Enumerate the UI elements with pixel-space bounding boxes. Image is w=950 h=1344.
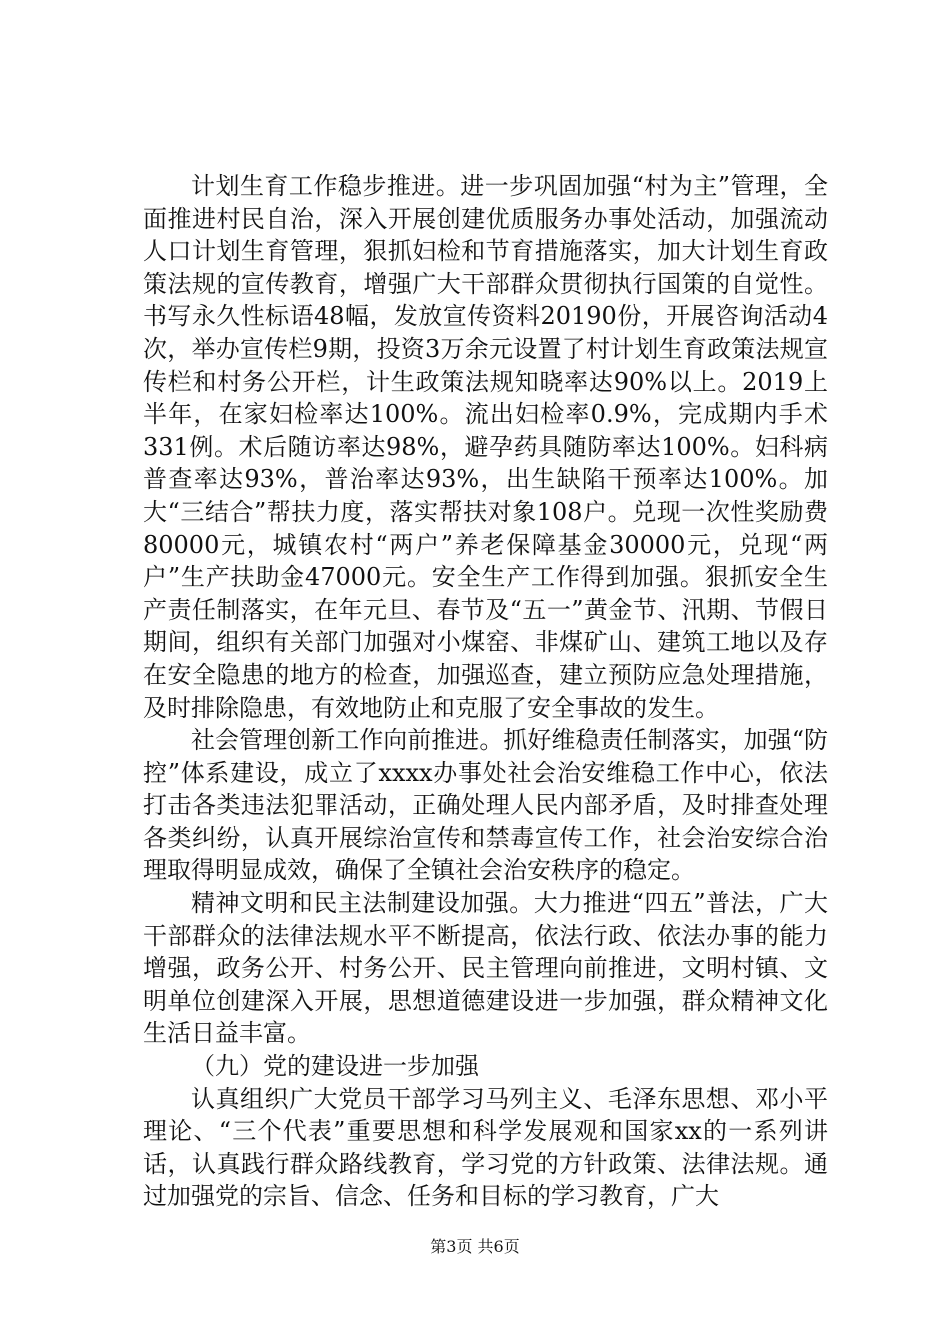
paragraph-civilization-legal: 精神文明和民主法制建设加强。大力推进“四五”普法，广大干部群众的法律法规水平不断提高，依法行政、依法办事的能力增强，政务公开、村务公开、民主管理向前推进，文明村镇、文明单位创建深入开展，思想道德建设进一步加强，群众精神文化生活日益丰富。 — [143, 889, 828, 1048]
paragraph-family-planning: 计划生育工作稳步推进。进一步巩固加强“村为主”管理，全面推进村民自治，深入开展创建优质服务办事处活动，加强流动人口计划生育管理，狠抓妇检和节育措施落实，加大计划生育政策法规的宣传教育，增强广大干部群众贯彻执行国策的自觉性。书写永久性标语48幅，发放宣传资料20190份，开展咨询活动4次，举办宣传栏9期，投资3万余元设置了村计划生育政策法规宣传栏和村务公开栏，计生政策法规知晓率达90%以上。2019上半年，在家妇检率达100%。流出妇检率0.9%，完成期内手术331例。术后随访率达98%，避孕药具随防率达100%。妇科病普查率达93%，普治率达93%，出生缺陷干预率达100%。加大“三结合”帮扶力度，落实帮扶对象108户。兑现一次性奖励费80000元，城镇农村“两户”养老保障基金30000元，兑现“两户”生产扶助金47000元。安全生产工作得到加强。狠抓安全生产责任制落实，在年元旦、春节及“五一”黄金节、汛期、节假日期间，组织有关部门加强对小煤窑、非煤矿山、建筑工地以及存在安全隐患的地方的检查，加强巡查，建立预防应急处理措施，及时排除隐患，有效地防止和克服了安全事故的发生。 — [143, 172, 828, 722]
paragraph-party-study: 认真组织广大党员干部学习马列主义、毛泽东思想、邓小平理论、“三个代表”重要思想和科学发展观和国家xx的一系列讲话，认真践行群众路线教育，学习党的方针政策、法律法规。通过加强党的宗旨、信念、任务和目标的学习教育，广大 — [143, 1084, 828, 1211]
page-number-footer: 第3页 共6页 — [430, 1237, 520, 1256]
section-heading-party-building: （九）党的建设进一步加强 — [191, 1052, 479, 1081]
paragraph-social-management: 社会管理创新工作向前推进。抓好维稳责任制落实，加强“防控”体系建设，成立了xxxx办事处社会治安维稳工作中心，依法打击各类违法犯罪活动，正确处理人民内部矛盾，及时排查处理各类纠纷，认真开展综治宣传和禁毒宣传工作，社会治安综合治理取得明显成效，确保了全镇社会治安秩序的稳定。 — [143, 726, 828, 885]
document-body — [143, 170, 828, 1213]
